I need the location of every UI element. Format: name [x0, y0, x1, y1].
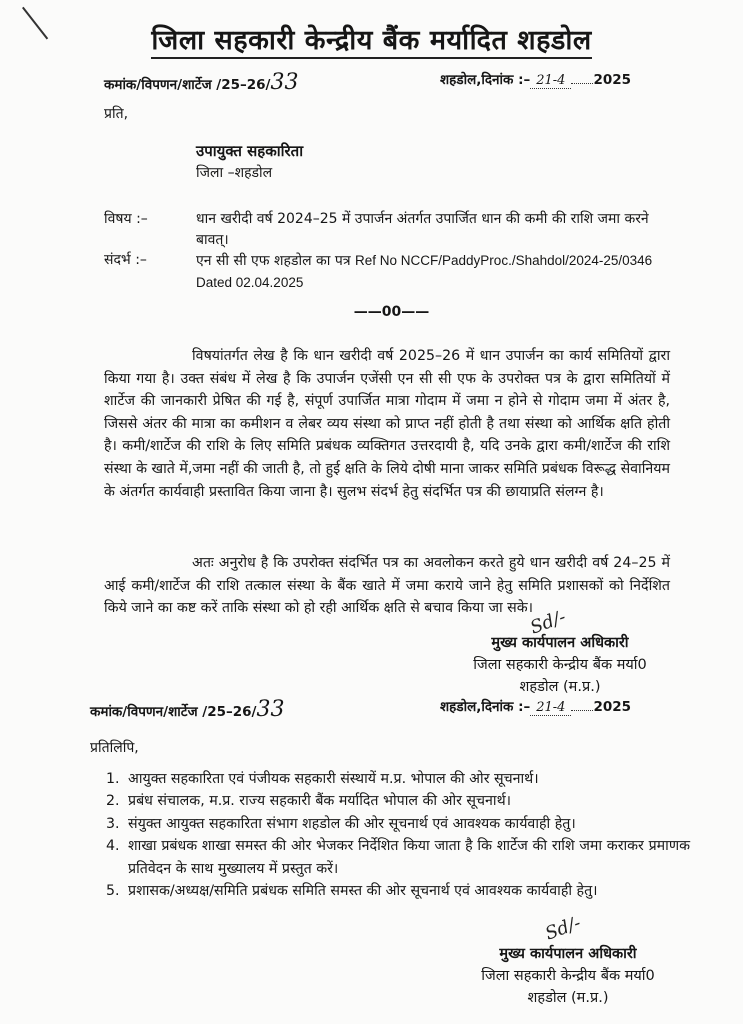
letter-number-handwritten: 33	[270, 70, 299, 95]
copy-number-handwritten: 33	[256, 697, 285, 722]
copy-letter-number	[90, 697, 284, 722]
reference-text-hindi: एन सी सी एफ शहडोल का पत्र	[196, 253, 351, 269]
reference-label: संदर्भ :–	[104, 252, 147, 268]
copy-to-list	[100, 768, 690, 902]
letter-number	[104, 70, 298, 95]
reference-text-english: Ref No NCCF/PaddyProc./Shahdol/2024-25/0346 Dated 02.04.2025	[196, 253, 653, 290]
signatory-1-designation: मुख्य कार्यपालन अधिकारी	[491, 635, 629, 651]
signatory-2-place: शहडोल (म.प्र.)	[527, 990, 609, 1006]
signatory-2-designation: मुख्य कार्यपालन अधिकारी	[499, 946, 637, 962]
copy-date-label: शहडोल,दिनांक :–	[440, 699, 531, 715]
letterhead-title-text: जिला सहकारी केन्द्रीय बैंक मर्यादित शहडोल	[151, 25, 591, 59]
salutation: प्रति,	[104, 106, 129, 122]
copy-to-item: 1. आयुक्त सहकारिता एवं पंजीयक सहकारी संस्थायें म.प्र. भोपाल की ओर सूचनार्थ।	[124, 768, 690, 790]
date-label: शहडोल,दिनांक :–	[440, 72, 531, 88]
date-year: 2025	[593, 72, 632, 88]
separator: ——00——	[353, 304, 430, 320]
letter-date	[440, 70, 631, 88]
addressee-designation: उपायुक्त सहकारिता	[196, 142, 304, 160]
signatory-2-organisation: जिला सहकारी केन्द्रीय बैंक मर्या0	[481, 968, 655, 984]
body-paragraph-2: अतः अनुरोध है कि उपरोक्त संदर्भित पत्र का अवलोकन करते हुये धान खरीदी वर्ष 24–25 में आई कमी/शार्टेज की राशि तत्काल संस्था के बैंक खाते में जमा कराये जाने हेतु समिति प्रशासकों को निर्देशित किये जाने का कष्ट करें ताकि संस्था को हो रही आर्थिक क्षति से बचाव किया जा सके।	[104, 555, 670, 617]
copy-number-prefix: कमांक/विपणन/शार्टेज /25–26/	[90, 704, 257, 720]
subject-text: धान खरीदी वर्ष 2024–25 में उपार्जन अंतर्गत उपार्जित धान की कमी की राशि जमा करने बावत्।	[196, 211, 649, 248]
signature-1: Sd/-	[527, 606, 569, 639]
copy-to-item: 3. संयुक्त आयुक्त सहकारिता संभाग शहडोल की ओर सूचनार्थ एवं आवश्यक कार्यवाही हेतु।	[124, 813, 690, 835]
subject-label: विषय :–	[104, 211, 148, 227]
addressee-district: जिला –शहडोल	[196, 165, 273, 181]
copy-to-item: 4. शाखा प्रबंधक शाखा समस्त की ओर भेजकर निर्देशित किया जाता है कि शार्टेज की राशि जमा कराकर प्रमाणक प्रतिवेदन के साथ मुख्यालय में प्रस्तुत करें।	[124, 835, 690, 880]
copy-date-handwritten: 21-4	[536, 700, 566, 715]
signatory-1-organisation: जिला सहकारी केन्द्रीय बैंक मर्या0	[473, 657, 647, 673]
letterhead-title	[0, 20, 743, 57]
signatory-1-place: शहडोल (म.प्र.)	[519, 679, 601, 695]
date-handwritten: 21-4	[536, 73, 566, 88]
signatory-block-2	[438, 943, 698, 1009]
copy-to-heading: प्रतिलिपि,	[90, 740, 139, 756]
signatory-block-1	[430, 632, 690, 698]
reference-text	[196, 250, 686, 294]
copy-letter-date	[440, 697, 631, 715]
copy-to-item: 5. प्रशासक/अध्यक्ष/समिति प्रबंधक समिति समस्त की ओर सूचनार्थ एवं आवश्यक कार्यवाही हेतु।	[124, 880, 690, 902]
copy-date-year: 2025	[593, 699, 632, 715]
body-paragraph-1: विषयांतर्गत लेख है कि धान खरीदी वर्ष 2025–26 में धान उपार्जन का कार्य समितियों द्वारा किया गया है। उक्त संबंध में लेख है कि उपार्जन एजेंसी एन सी सी एफ के उपरोक्त पत्र के द्वारा समितियों में शार्टेज की जानकारी प्रेषित की गई है, संपूर्ण उपार्जित मात्रा गोदाम में जमा न होने से गोदाम जमा में अंतर है, जिससे अंतर की मात्रा का कमीशन व लेबर व्यय संस्था को प्राप्त नहीं होती है तथा संस्था को आर्थिक क्षति होती है। कमी/शार्टेज की राशि के लिए समिति प्रबंधक व्यक्तिगत उत्तरदायी है, यदि उनके द्वारा कमी/शार्टेज की राशि संस्था के खाते में,जमा नहीं की जाती है, तो हुई क्षति के लिये दोषी माना जाकर समिति प्रबंधक विरूद्ध सेवानियम के अंतर्गत कार्यवाही प्रस्तावित किया जाना है। सुलभ संदर्भ हेतु संदर्भित पत्र की छायाप्रति संलग्न है।	[104, 348, 670, 500]
letter-number-prefix: कमांक/विपणन/शार्टेज /25–26/	[104, 77, 271, 93]
copy-to-item: 2. प्रबंध संचालक, म.प्र. राज्य सहकारी बैंक मर्यादित भोपाल की ओर सूचनार्थ।	[124, 790, 690, 812]
signature-2: Sd/-	[542, 912, 584, 945]
